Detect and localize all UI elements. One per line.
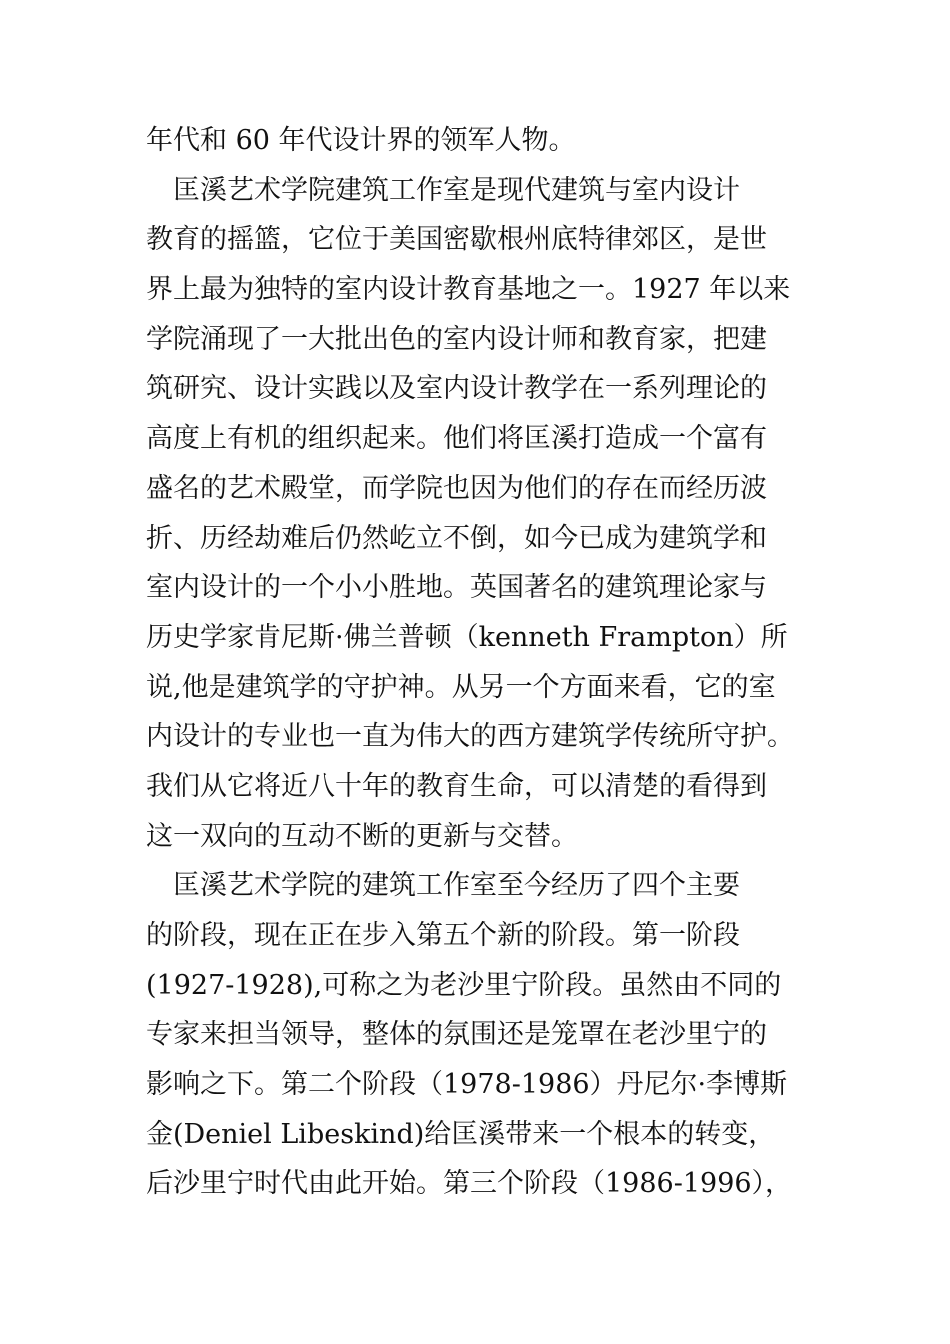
text-line: 年代和 60 年代设计界的领军人物。 <box>146 125 576 156</box>
text-line: 我们从它将近八十年的教育生命，可以清楚的看得到 <box>146 770 767 802</box>
paragraph-start-line: 匡溪艺术学院建筑工作室是现代建筑与室内设计 <box>146 174 740 206</box>
text-line: 这一双向的互动不断的更新与交替。 <box>146 820 578 852</box>
text-line: 筑研究、设计实践以及室内设计教学在一系列理论的 <box>146 373 767 405</box>
text-line: 专家来担当领导，整体的氛围还是笼罩在老沙里宁的 <box>146 1019 767 1051</box>
text-line: 教育的摇篮，它位于美国密歇根州底特律郊区，是世 <box>146 224 767 256</box>
text-line: 后沙里宁时代由此开始。第三个阶段（1986-1996）， <box>146 1168 793 1200</box>
text-line: 折、历经劫难后仍然屹立不倒，如今已成为建筑学和 <box>146 522 767 554</box>
text-line: 说,他是建筑学的守护神。从另一个方面来看，它的室 <box>146 671 776 703</box>
text-line: 内设计的专业也一直为伟大的西方建筑学传统所守护。 <box>146 721 794 753</box>
paragraph-start-line: 匡溪艺术学院的建筑工作室至今经历了四个主要 <box>146 870 740 902</box>
text-line: 高度上有机的组织起来。他们将匡溪打造成一个富有 <box>146 423 767 455</box>
text-line: 的阶段，现在正在步入第五个新的阶段。第一阶段 <box>146 920 740 951</box>
body-text <box>146 116 846 1209</box>
text-line: 室内设计的一个小小胜地。英国著名的建筑理论家与 <box>146 572 767 604</box>
text-line: 金(Deniel Libeskind)给匡溪带来一个根本的转变， <box>146 1118 776 1150</box>
text-line: 界上最为独特的室内设计教育基地之一。1927 年以来 <box>146 274 791 306</box>
text-line: 历史学家肯尼斯·佛兰普顿（kenneth Frampton）所 <box>146 621 788 653</box>
text-line: 影响之下。第二个阶段（1978-1986）丹尼尔·李博斯 <box>146 1069 788 1101</box>
text-line: 学院涌现了一大批出色的室内设计师和教育家，把建 <box>146 323 767 355</box>
text-line: (1927-1928),可称之为老沙里宁阶段。虽然由不同的 <box>146 969 782 1001</box>
text-line: 盛名的艺术殿堂，而学院也因为他们的存在而经历波 <box>146 472 767 504</box>
